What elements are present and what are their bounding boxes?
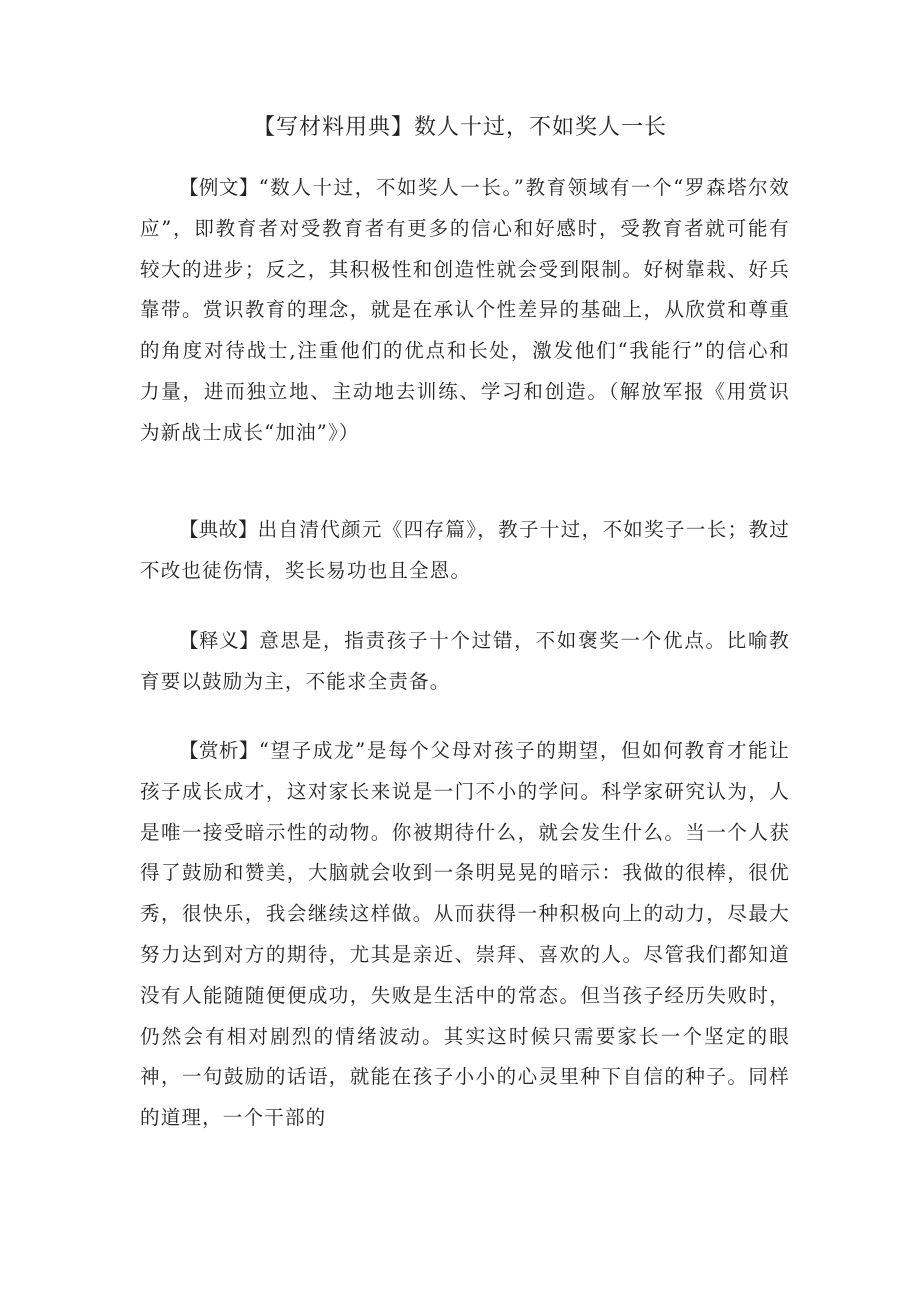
document-title: 【写材料用典】数人十过，不如奖人一长 — [252, 115, 667, 140]
paragraph-text: 意思是，指责孩子十个过错，不如褒奖一个优点。比喻教育要以鼓励为主，不能求全责备。 — [140, 629, 790, 693]
paragraph-text: 出自清代颜元《四存篇》，教子十过，不如奖子一长；教过不改也徒伤情，奖长易功也且全恩。 — [140, 518, 790, 582]
paragraph-tag: 【赏析】 — [179, 739, 259, 762]
paragraph-text: “数人十过，不如奖人一长。”教育领域有一个“罗森塔尔效应”，即教育者对受教育者有更多的信心和好感时，受教育者就可能有较大的进步；反之，其积极性和创造性就会受到限制。好树靠栽、好兵靠带。赏识教育的理念，就是在承认个性差异的基础上，从欣赏和尊重的角度对待战士,注重他们的优点和长处，激发他们“我能行”的信心和力量，进而独立地、主动地去训练、学习和创造。（解放军报《用赏识为新战士成长“加油”》） — [140, 176, 790, 444]
paragraph-appreciation — [140, 731, 790, 1139]
paragraph-meaning — [140, 621, 790, 703]
paragraph-example — [140, 168, 790, 454]
paragraph-tag: 【释义】 — [179, 629, 260, 652]
paragraph-allusion — [140, 510, 790, 592]
paragraph-text: “望子成龙”是每个父母对孩子的期望，但如何教育才能让孩子成长成才，这对家长来说是一门不小的学问。科学家研究认为，人是唯一接受暗示性的动物。你被期待什么，就会发生什么。当一个人获得了鼓励和赞美，大脑就会收到一条明晃晃的暗示：我做的很棒，很优秀，很快乐，我会继续这样做。从而获得一种积极向上的动力，尽最大努力达到对方的期待，尤其是亲近、崇拜、喜欢的人。尽管我们都知道没有人能随随便便成功，失败是生活中的常态。但当孩子经历失败时，仍然会有相对剧烈的情绪波动。其实这时候只需要家长一个坚定的眼神，一句鼓励的话语，就能在孩子小小的心灵里种下自信的种子。同样的道理，一个干部的 — [140, 739, 790, 1130]
paragraph-tag: 【例文】 — [179, 176, 259, 199]
paragraph-tag: 【典故】 — [179, 518, 258, 541]
